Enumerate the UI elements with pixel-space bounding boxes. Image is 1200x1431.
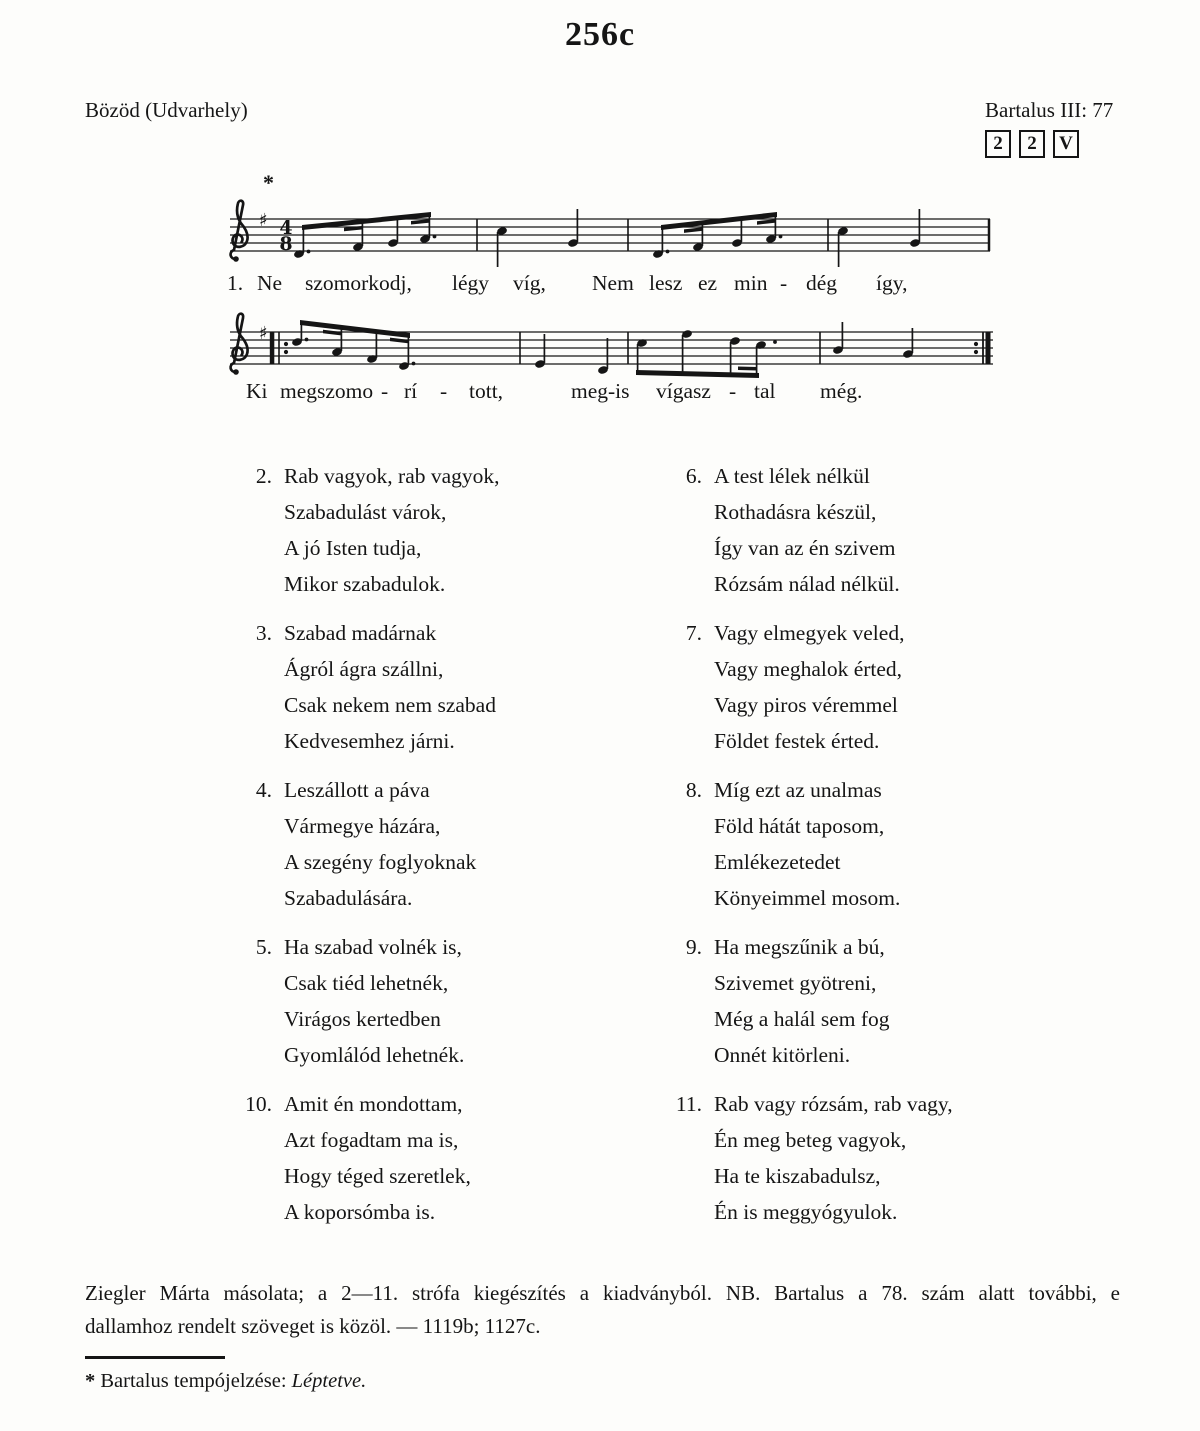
verse-number: 2.: [255, 464, 272, 488]
note: [832, 322, 844, 355]
verse-line: Én is meggyógyulok.: [714, 1200, 898, 1224]
verse-line: A szegény foglyoknak: [284, 850, 477, 874]
lyric-token: ez: [698, 271, 718, 295]
verse-lines: [714, 1086, 953, 1230]
verse-line: Szabadulására.: [284, 886, 413, 910]
verse-line: A koporsómba is.: [284, 1200, 436, 1224]
verse-line: A test lélek nélkül: [714, 464, 870, 488]
lyric-token: Ki: [246, 379, 268, 403]
verse-line: Ágról ágra szállni,: [284, 657, 444, 681]
verse-lines: [714, 929, 890, 1073]
verse-lines: [284, 1086, 471, 1230]
note: [681, 329, 693, 375]
verse-lines: [714, 458, 900, 602]
lyric-token: víg,: [513, 271, 546, 295]
lyric-token: lesz: [649, 271, 683, 295]
footnote-text: Bartalus tempójelzése:: [95, 1370, 292, 1392]
note: [387, 217, 399, 248]
note: [765, 214, 782, 244]
tempo-footnote: [85, 1370, 366, 1393]
beams: [300, 320, 759, 378]
lyric-token: Nem: [592, 271, 634, 295]
verse-line: Rab vagy rózsám, rab vagy,: [714, 1092, 953, 1116]
note: [837, 226, 849, 267]
verse-line: Azt fogadtam ma is,: [284, 1128, 459, 1152]
time-sig-numerator: 4: [279, 217, 293, 239]
verse-number: 11.: [675, 1092, 702, 1116]
verse-column-right: [658, 458, 1088, 1243]
verse-line: Leszállott a páva: [284, 778, 430, 802]
note: [755, 340, 777, 376]
verse-number: 6.: [685, 464, 702, 488]
note: [567, 209, 579, 248]
lyric-token: rí: [404, 379, 418, 403]
staff-lines: [230, 332, 993, 364]
verse-number: 8.: [685, 778, 702, 802]
verse-line: Földet festek érted.: [714, 729, 880, 753]
verse-line: Ha megszűnik a bú,: [714, 935, 885, 959]
lyric-token: légy: [452, 271, 490, 295]
note: [909, 209, 921, 248]
footnote-tempo-word: Léptetve.: [291, 1370, 367, 1392]
lyric-token: -: [440, 379, 448, 403]
verse-number: 4.: [255, 778, 272, 802]
verse-line: Szivemet gyötreni,: [714, 971, 877, 995]
lyrics-line-2: [0, 379, 1200, 409]
note: [731, 217, 743, 247]
verse: [658, 929, 1088, 1073]
lyric-token: dég: [806, 271, 838, 295]
verse-line: Ha szabad volnék is,: [284, 935, 462, 959]
verse-line: Vagy meghalok érted,: [714, 657, 903, 681]
verse: [228, 615, 658, 759]
verse-line: Vagy elmegyek veled,: [714, 621, 905, 645]
mark-box-1: 2: [985, 130, 1011, 158]
sharp-icon: ♯: [259, 323, 268, 344]
music-staff-system-1: [225, 180, 997, 285]
lyric-token: Ne: [257, 271, 283, 295]
verse-line: Föld hátát taposom,: [714, 814, 885, 838]
verse-number: 7.: [685, 621, 702, 645]
mark-box-2: 2: [1019, 130, 1045, 158]
verse-number: 3.: [255, 621, 272, 645]
verse-line: Virágos kertedben: [284, 1007, 441, 1031]
lyric-token: tott,: [469, 379, 504, 403]
verse-line: Könyeimmel mosom.: [714, 886, 901, 910]
note: [419, 214, 436, 244]
treble-clef-icon: [231, 201, 248, 262]
footnote-marker: *: [85, 1370, 96, 1392]
verse-line: Még a halál sem fog: [714, 1007, 890, 1031]
page-title: 256c: [564, 16, 636, 53]
source-reference: Bartalus III: 77: [985, 98, 1114, 122]
verse-column-left: [228, 458, 658, 1243]
note: [534, 334, 546, 369]
verse: [658, 772, 1088, 916]
lyric-token: -: [381, 379, 389, 403]
verse-lines: [284, 615, 496, 759]
verse-line: Én meg beteg vagyok,: [714, 1128, 907, 1152]
verse-line: A jó Isten tudja,: [284, 536, 422, 560]
verse-line: Hogy téged szeretlek,: [284, 1164, 471, 1188]
verse: [658, 1086, 1088, 1230]
verse-line: Így van az én szivem: [714, 536, 896, 560]
lyric-token: -: [780, 271, 788, 295]
lyric-token: -: [729, 379, 737, 403]
verse-line: Ha te kiszabadulsz,: [714, 1164, 881, 1188]
lyric-token: min: [734, 271, 768, 295]
lyric-token: tal: [754, 379, 776, 403]
verse-line: Vármegye házára,: [284, 814, 441, 838]
verse-line: Csak tiéd lehetnék,: [284, 971, 449, 995]
verse-line: Rothadásra készül,: [714, 500, 877, 524]
staff-svg-1: [225, 180, 997, 280]
mark-box-3: V: [1053, 130, 1079, 158]
note: [496, 226, 508, 267]
verse: [658, 615, 1088, 759]
note: [352, 220, 364, 252]
sharp-icon: ♯: [259, 210, 268, 231]
verse-line: Szabadulást várok,: [284, 500, 447, 524]
editorial-note-line-1: Ziegler Márta másolata; a 2—11. strófa kiegészítés a kiadványból. NB. Bartalus a 78. szám alatt további, e: [85, 1281, 1120, 1305]
verse: [228, 1086, 658, 1230]
song-location: Bözöd (Udvarhely): [85, 98, 248, 122]
lyric-token: szomorkodj,: [305, 271, 412, 295]
lyric-token: vígasz: [656, 379, 711, 403]
footnote-divider: [85, 1356, 225, 1359]
note: [366, 331, 378, 364]
classification-marks: [985, 130, 1079, 158]
verse-line: Gyomlálód lehetnék.: [284, 1043, 465, 1067]
tempo-asterisk: *: [263, 170, 274, 195]
time-sig-denominator: 8: [279, 233, 293, 255]
verse-line: Rózsám nálad nélkül.: [714, 572, 900, 596]
editorial-note-line-2: dallamhoz rendelt szöveget is közöl. — 1119b; 1127c.: [85, 1314, 541, 1338]
verse-lines: [714, 772, 900, 916]
verse-line: Szabad madárnak: [284, 621, 437, 645]
verse-line: Rab vagyok, rab vagyok,: [284, 464, 500, 488]
verse-lines: [284, 458, 500, 602]
lyrics-line-1: [0, 271, 1200, 301]
verse-line: Emlékezetedet: [714, 850, 841, 874]
verse-line: Onnét kitörleni.: [714, 1043, 851, 1067]
lyric-token: 1.: [227, 271, 244, 295]
verse-line: Amit én mondottam,: [284, 1092, 463, 1116]
verse-number: 9.: [685, 935, 702, 959]
verse-lines: [284, 772, 476, 916]
verse-lines: [284, 929, 464, 1073]
verse-number: 5.: [255, 935, 272, 959]
lyric-token: megszomo: [280, 379, 374, 403]
verse-lines: [714, 615, 904, 759]
lyric-token: meg-is: [571, 379, 630, 403]
verse: [228, 929, 658, 1073]
verse-line: Csak nekem nem szabad: [284, 693, 496, 717]
verse: [228, 458, 658, 602]
editorial-note: [85, 1277, 1120, 1343]
verse-line: Míg ezt az unalmas: [714, 778, 882, 802]
lyric-token: még.: [820, 379, 863, 403]
verse: [228, 772, 658, 916]
verse-line: Mikor szabadulok.: [284, 572, 446, 596]
verse-number: 10.: [245, 1092, 272, 1116]
treble-clef-icon: [231, 314, 248, 375]
beams: [302, 212, 777, 233]
verse-line: Kedvesemhez járni.: [284, 729, 455, 753]
verse-line: Vagy piros véremmel: [714, 693, 898, 717]
lyric-token: így,: [876, 271, 908, 295]
verse: [658, 458, 1088, 602]
